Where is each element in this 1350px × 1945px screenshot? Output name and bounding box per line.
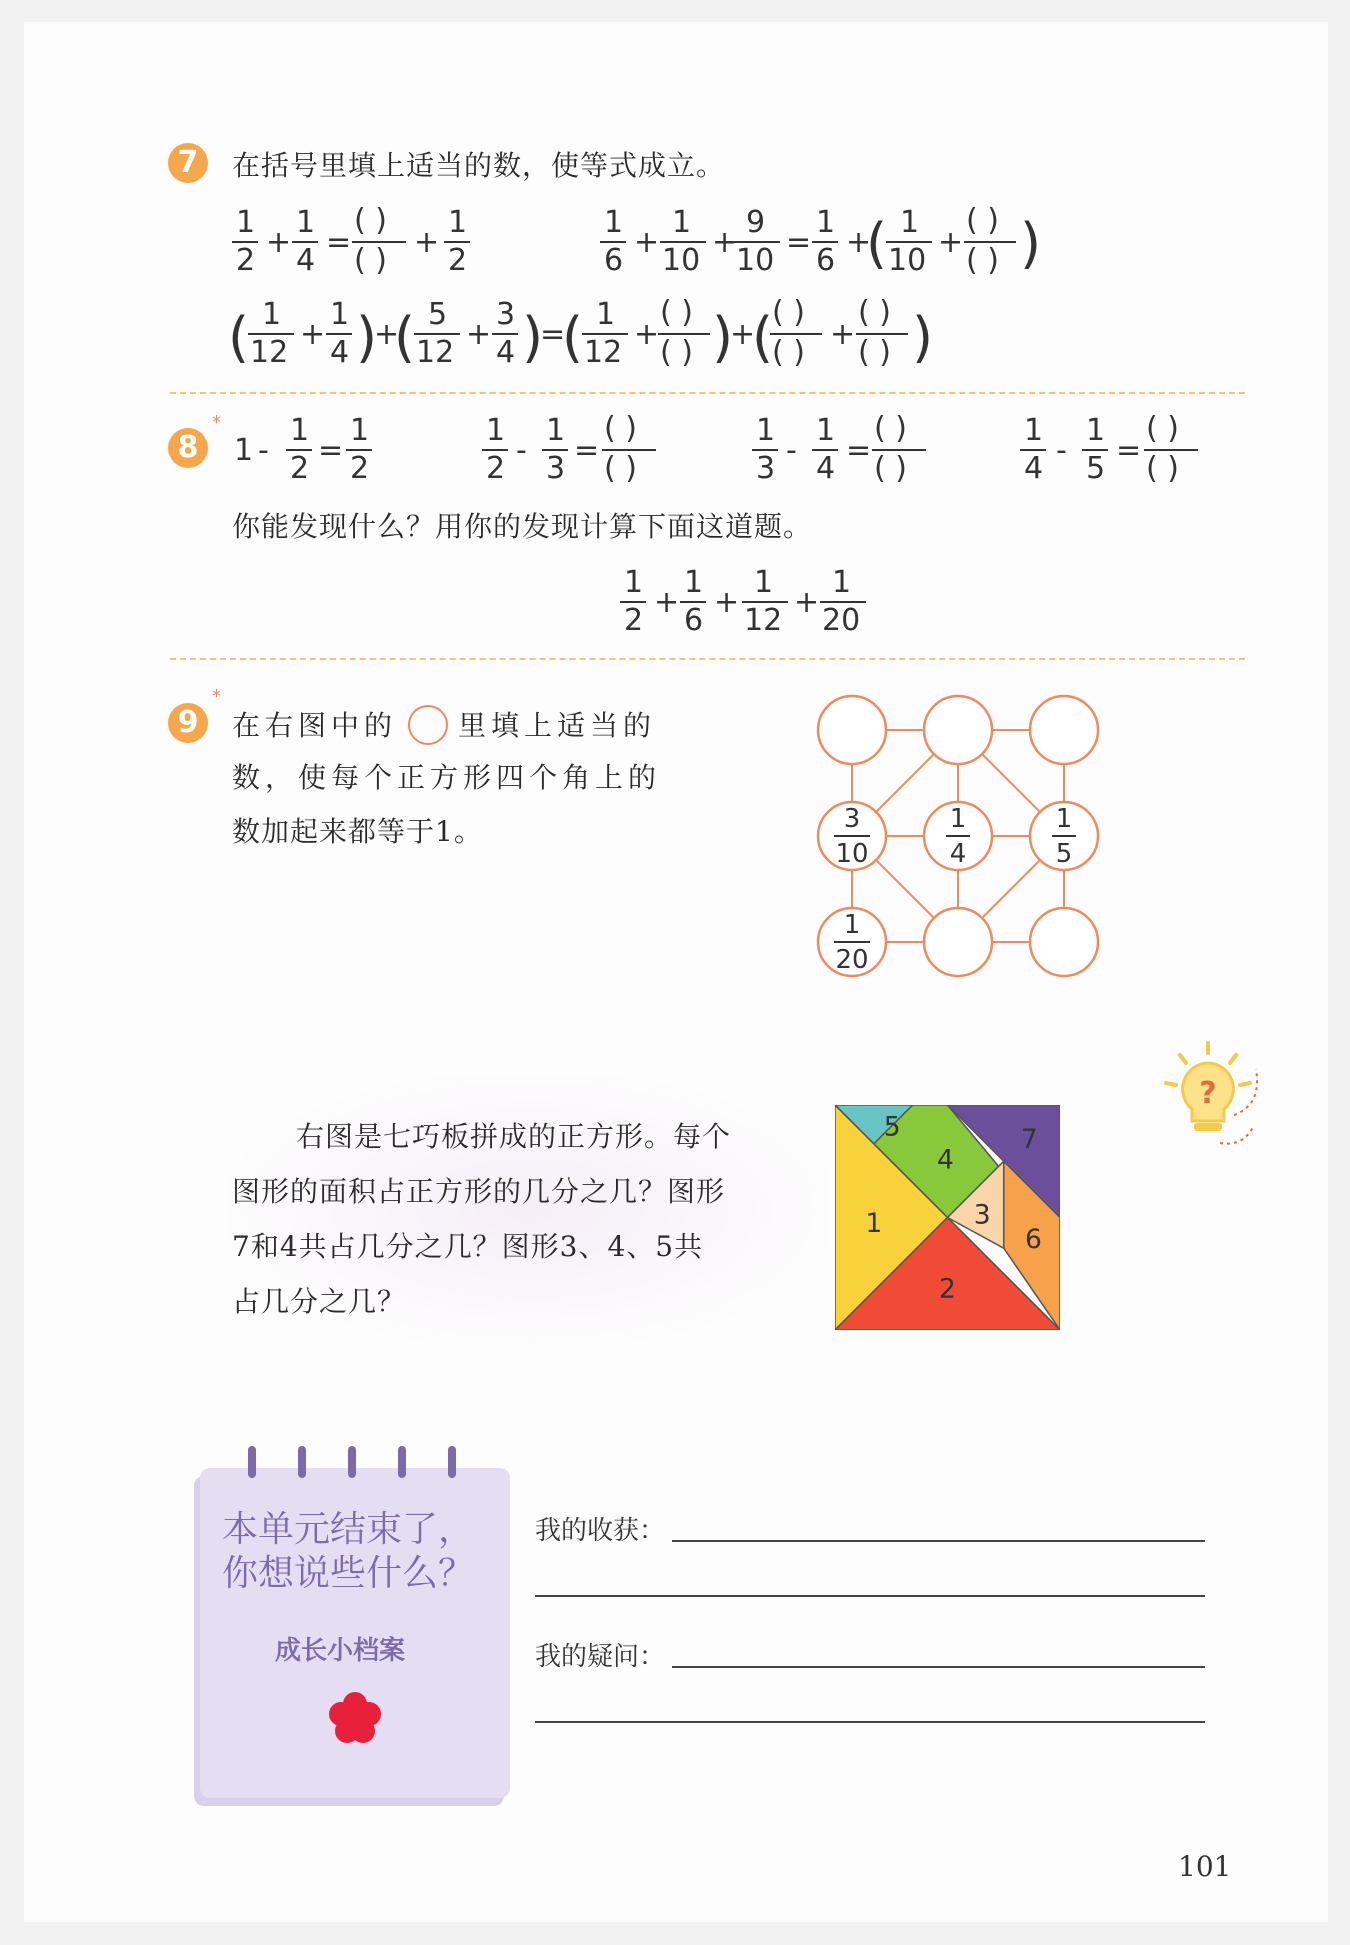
eq7-row1-right [600,203,1041,278]
svg-text:20: 20 [822,603,861,638]
svg-text:2: 2 [486,451,506,486]
tangram-label-6: 6 [1024,1224,1042,1256]
svg-text:+: + [414,225,440,260]
svg-text:( ): ( ) [772,295,805,330]
eq8-2 [482,411,656,486]
number-grid-diagram [800,680,1120,1000]
question-7-instruction: 在括号里填上适当的数，使等式成立。 [232,149,726,182]
svg-text:( ): ( ) [660,295,693,330]
svg-text:=: = [786,225,812,260]
eq8-1 [234,413,372,486]
my-question-label: 我的疑问： [535,1642,666,1672]
svg-text:4: 4 [1024,451,1044,486]
svg-text:5: 5 [428,297,448,332]
svg-text:( ): ( ) [1146,451,1179,486]
binder-ring [298,1446,306,1478]
svg-text:1: 1 [234,433,254,468]
tangram-label-4: 4 [936,1144,954,1176]
svg-text:-: - [258,433,269,468]
eq7-row1-left [232,203,470,278]
svg-text:3: 3 [756,451,776,486]
grid-circle [924,908,992,976]
binder-ring [448,1446,456,1478]
binder-ring [398,1446,406,1478]
svg-text:10: 10 [736,243,775,278]
eq8-sum [620,565,866,638]
svg-text:-: - [516,433,527,468]
tangram-text-2: 图形的面积占正方形的几分之几？图形 [232,1175,726,1208]
svg-text:1: 1 [596,297,616,332]
svg-text:1: 1 [672,205,692,240]
svg-text:1: 1 [448,205,468,240]
svg-text:4: 4 [816,451,836,486]
tangram-label-7: 7 [1020,1123,1038,1155]
svg-text:1: 1 [756,413,776,448]
svg-text:+: + [634,317,660,352]
grid-bottom-denominator: 20 [835,945,869,975]
svg-text:1: 1 [1086,413,1106,448]
svg-text:9: 9 [746,205,766,240]
question-9-text-1a: 在右图中的 [232,709,398,742]
tangram-label-3: 3 [973,1199,991,1231]
question-7-badge: 7 [168,143,208,183]
svg-text:+: + [712,225,738,260]
svg-text:4: 4 [496,335,516,370]
svg-text:(: ( [394,306,416,369]
svg-text:=: = [1116,433,1142,468]
svg-text:?: ? [1199,1076,1217,1111]
grid-bottom-numerator: 1 [843,910,861,940]
eq8-4 [1020,411,1198,486]
binder-ring [248,1446,256,1478]
svg-text:1: 1 [262,297,282,332]
page-number: 101 [1178,1850,1232,1883]
question-7-equations [0,0,1350,400]
grid-circle [818,696,886,764]
svg-text:1: 1 [350,413,370,448]
challenge-star: * [212,412,221,433]
gain-answer-line-2[interactable] [535,1595,1205,1597]
question-9-text-3: 数加起来都等于1。 [232,815,483,848]
svg-text:( ): ( ) [354,203,387,238]
svg-text:2: 2 [290,451,310,486]
svg-text:1: 1 [832,565,852,600]
svg-text:1: 1 [330,297,350,332]
svg-text:1: 1 [1024,413,1044,448]
svg-text:1: 1 [816,205,836,240]
my-gain-label: 我的收获： [535,1516,666,1546]
svg-text:( ): ( ) [874,411,907,446]
grid-circle [924,696,992,764]
svg-text:12: 12 [744,603,783,638]
svg-text:(: ( [866,212,888,275]
svg-text:12: 12 [584,335,623,370]
svg-text:2: 2 [236,243,256,278]
svg-text:): ) [356,306,378,369]
svg-text:6: 6 [684,603,704,638]
svg-text:): ) [1020,212,1042,275]
blank-circle-icon [408,705,448,745]
svg-text:1: 1 [684,565,704,600]
svg-text:+: + [654,585,680,620]
grid-circle [1030,908,1098,976]
svg-text:): ) [912,306,934,369]
svg-text:(: ( [752,306,774,369]
grid-right-denominator: 5 [1055,839,1073,869]
svg-text:+: + [634,225,660,260]
svg-text:10: 10 [662,243,701,278]
question-9-text-1b: 里填上适当的 [458,709,657,742]
svg-text:1: 1 [900,205,920,240]
svg-text:1: 1 [546,413,566,448]
svg-text:): ) [712,306,734,369]
svg-text:+: + [374,317,400,352]
svg-text:1: 1 [296,205,316,240]
svg-text:1: 1 [486,413,506,448]
svg-text:5: 5 [1086,451,1106,486]
tangram-text-1: 右图是七巧板拼成的正方形。每个 [296,1120,732,1153]
svg-text:+: + [466,317,492,352]
svg-text:(: ( [228,306,250,369]
svg-text:+: + [300,317,326,352]
question-answer-line-2[interactable] [535,1721,1205,1723]
svg-text:+: + [830,317,856,352]
svg-text:( ): ( ) [858,295,891,330]
svg-text:=: = [846,433,872,468]
question-answer-line[interactable] [672,1666,1205,1668]
svg-text:10: 10 [888,243,927,278]
svg-text:( ): ( ) [1146,411,1179,446]
eq8-3 [752,411,926,486]
binder-ring [348,1446,356,1478]
svg-text:4: 4 [330,335,350,370]
tangram-label-5: 5 [883,1111,901,1143]
svg-text:1: 1 [604,205,624,240]
svg-text:12: 12 [250,335,289,370]
grid-right-numerator: 1 [1055,804,1073,834]
svg-text:-: - [786,433,797,468]
svg-text:( ): ( ) [604,411,637,446]
tangram-figure [835,1105,1060,1330]
gain-answer-line[interactable] [672,1540,1205,1542]
svg-text:( ): ( ) [604,451,637,486]
question-8-prompt: 你能发现什么？用你的发现计算下面这道题。 [232,510,813,543]
tangram-text-3: 7和4共占几分之几？图形3、4、5共 [232,1230,704,1263]
svg-text:( ): ( ) [858,335,891,370]
svg-text:+: + [266,225,292,260]
svg-text:6: 6 [816,243,836,278]
question-9-badge: 9 [168,703,208,743]
svg-text:2: 2 [350,451,370,486]
tangram-label-1: 1 [865,1207,883,1239]
svg-text:+: + [714,585,740,620]
svg-text:( ): ( ) [660,335,693,370]
svg-text:+: + [794,585,820,620]
section-divider [170,658,1245,660]
svg-text:+: + [938,225,964,260]
svg-text:1: 1 [816,413,836,448]
tangram-label-2: 2 [939,1273,956,1305]
svg-text:=: = [326,225,352,260]
svg-text:-: - [1056,433,1067,468]
section-divider [170,392,1245,394]
question-8-badge: 8 [168,428,208,468]
svg-text:6: 6 [604,243,624,278]
svg-text:=: = [540,317,566,352]
svg-text:): ) [522,306,544,369]
svg-text:=: = [574,433,600,468]
svg-text:2: 2 [624,603,644,638]
eq7-row2 [228,295,933,370]
svg-text:( ): ( ) [966,203,999,238]
growth-archive-card [200,1468,510,1798]
question-9-text-2: 数，使每个正方形四个角上的 [232,761,662,794]
svg-text:1: 1 [290,413,310,448]
svg-text:4: 4 [296,243,316,278]
svg-text:( ): ( ) [772,335,805,370]
svg-text:12: 12 [416,335,455,370]
svg-text:1: 1 [624,565,644,600]
svg-text:=: = [318,433,344,468]
card-subtitle: 成长小档案 [275,1636,406,1666]
card-title: 本单元结束了，你想说些什么？ [222,1509,475,1594]
flower-icon [325,1688,385,1748]
svg-text:3: 3 [496,297,516,332]
svg-text:2: 2 [448,243,468,278]
svg-text:( ): ( ) [874,451,907,486]
svg-text:( ): ( ) [966,243,999,278]
svg-text:1: 1 [236,205,256,240]
tangram-text-4: 占几分之几？ [232,1285,407,1318]
svg-text:+: + [846,225,872,260]
grid-left-denominator: 10 [835,839,869,869]
grid-left-numerator: 3 [843,804,861,834]
svg-text:+: + [730,317,756,352]
svg-text:3: 3 [546,451,566,486]
grid-center-numerator: 1 [949,804,967,834]
svg-text:(: ( [562,306,584,369]
grid-circle [1030,696,1098,764]
challenge-star: * [212,686,221,707]
lightbulb-question-icon [1150,1035,1270,1155]
grid-center-denominator: 4 [949,839,967,869]
svg-text:( ): ( ) [354,243,387,278]
svg-text:1: 1 [754,565,774,600]
